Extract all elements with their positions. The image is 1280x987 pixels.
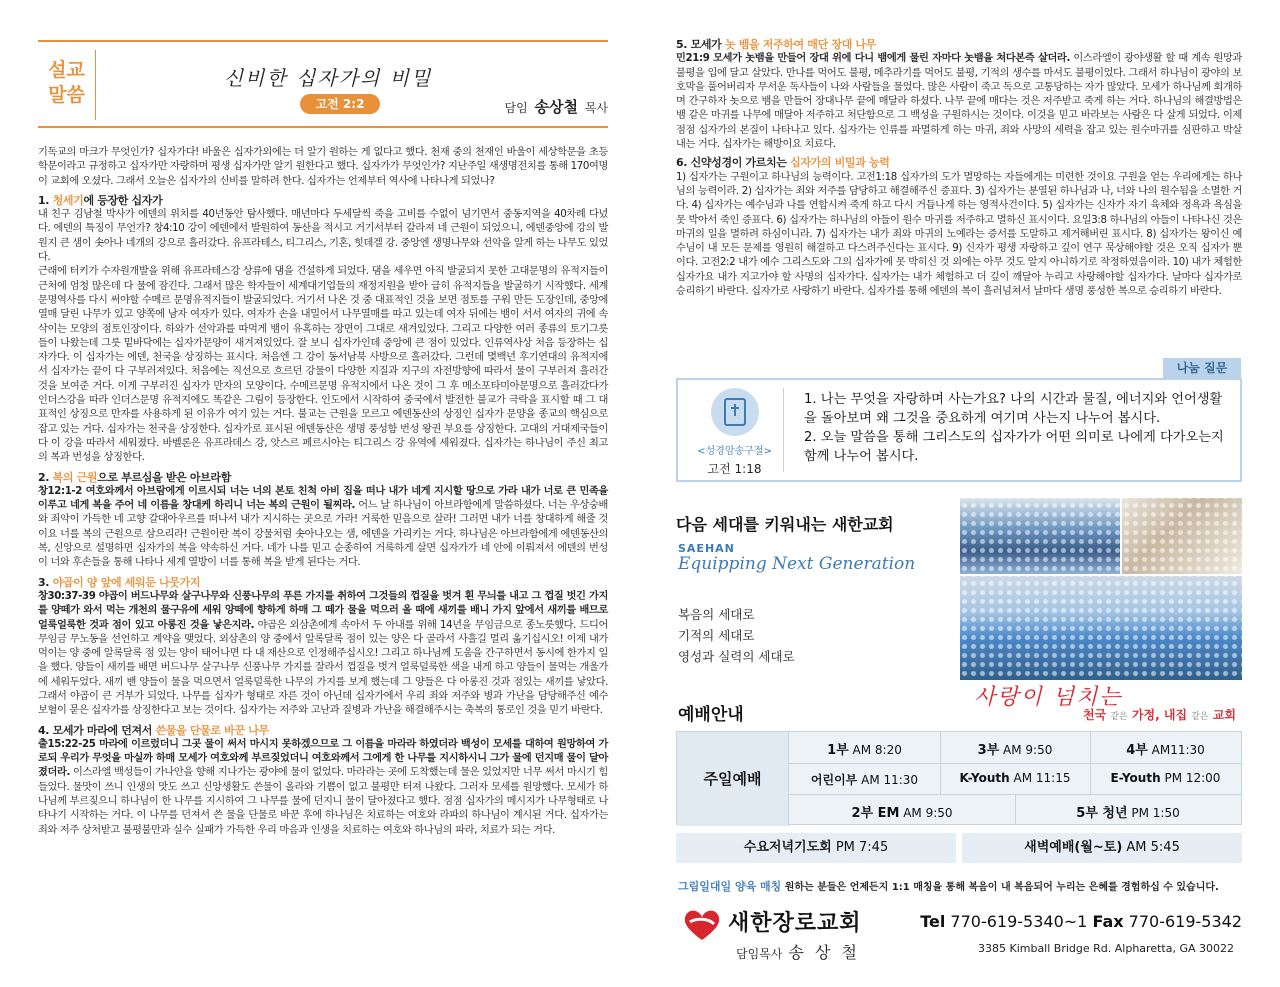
section-body-1: 내 친구 김남철 박사가 에덴의 위치를 40년동안 탐사했다. 매년마다 두세달씩 죽을 고비를 수없이 넘기면서 중동지역을 40차례 다녔다. 에덴의 특징이 무언가? 창4:10 강이 에덴에서 발원하여 동산을 적시고 거기서부터 갈라져 네 근원이 되었으니, 에덴중앙에 강의 발원지 큰 샘이 솟아나 네개의 강으로 흘러갔다. 유프라테스, 티그리스, 기혼, 힛데겔 강. 중앙엔 생명나무와 선악을 알게 하는 나무도 있었다. 근래에 터키가 수자원개발을 위해 유프라테스강 상류에 댐을 건설하게 되었다. 댐을 세우면 아직 발굴되지 못한 고대문명의 유적지들이 근처에 엄청 많은데 다 물에 잠긴다. 그래서 많은 학자들이 세계대기업들의 재정지원을 받아 급히 유적지들을 발굴하기 시작했다. 세계문명역사를 다시 써야할 수메르 문명유적지들이 발굴되었다. 거기서 나온 것 중 대표적인 것을 보면 점토를 구워 만든 도장인데, 중앙에 열매 달린 나무가 있고 양쪽에 남자 여자가 있다. 여자가 손을 내밀어서 나무열매를 따고 있는데 여자 뒤에는 뱀이 서서 여자의 귀에 속삭이는 모양의 점토인장이다. 하와가 선악과를 따먹게 뱀이 유혹하는 장면이 그대로 새겨있었다. 그리고 다양한 여러 종류의 토기그릇들이 나왔는데 그릇 밑바닥에는 십자가문양이 새겨져있었다. 잘 보니 십자가인데 중앙에 큰 점이 있었다. 인류역사상 처음 등장하는 십자가다. 이 십자가는 에덴, 천국을 상징하는 표시다. 처음엔 그 강이 동서남북 사방으로 흘러갔다. 그런데 몇백년 후기연대의 유적지에서 십자가는 끝이 다 구부러져있다. 처음에는 직선으로 흐르던 강물이 다양한 지질과 지구의 자전방향에 따라서 물이 구부러져 흘러간 것을 보여준 거다. 이게 구부러진 십자가 만자의 모양이다. 수메르문명 유적지에서 나온 것이 그 후 메소포타미아문명으로 흘러갔다가 인더스강을 따라 인더스문명 유적지에도 똑같은 그림이 등장한다. 인도에서 시작하여 중국에서 발전한 불교가 극락을 표시할 때 그 대표적인 상징으로 만자를 사용하게 된 이유가 여기 있는 거다. 불교는 근원을 모르고 에덴동산의 상징인 십자가 문양을 종교의 핵심으로 잡고 있는 거다. 십자가는 천국을 상징한다. 십자가로 표시된 에덴동산은 생명 풍성함 번성 왕권 부요를 상징한다. 고대의 거대제국들이 다 이 강을 따라서 세워졌다. 바벨론은 유프라데스 강, 앗스르 페르시아는 티그리스 강 유역에 세워졌다. 십자가는 하나님이 주신 최고의 복과 번성을 상징한다. bbox=[38, 209, 608, 464]
sermon-body bbox=[38, 146, 608, 840]
scripture-quote: 창12:1-2 여호와께서 아브람에게 이르시되 너는 너의 본토 친척 아비 집을 떠나 내가 네게 지시할 땅으로 가라 내가 너로 큰 민족을 이루고 네게 복을 주어 네 이름을 창대케 하리니 너는 복의 근원이 될찌라. bbox=[38, 485, 608, 512]
section-highlight: 놋 뱀을 저주하여 매단 장대 나무 bbox=[724, 38, 876, 51]
list-item: 영성과 실력의 세대로 bbox=[678, 649, 795, 664]
wednesday-prayer bbox=[676, 833, 956, 863]
photo-kids-class bbox=[1122, 498, 1242, 574]
photo-church-group bbox=[960, 576, 1242, 680]
section-5 bbox=[676, 38, 1242, 152]
list-item: 기적의 세대로 bbox=[678, 628, 755, 643]
divider bbox=[789, 763, 1241, 764]
section-heading-text: 모세가 bbox=[690, 38, 722, 51]
section-highlight: 쓴물을 단물로 바꾼 나무 bbox=[155, 723, 269, 737]
share-questions-box bbox=[676, 378, 1242, 482]
service-time: AM 9:50 bbox=[1003, 743, 1053, 757]
section-body-2 bbox=[38, 485, 608, 571]
sermon-title: 신비한 십자가의 비밀 bbox=[223, 66, 433, 90]
section-heading-4 bbox=[38, 724, 608, 738]
senior-pastor bbox=[736, 940, 860, 963]
service-name: 수요저녁기도회 bbox=[743, 840, 832, 855]
pastor-role: 담임 bbox=[504, 101, 528, 115]
service-1 bbox=[789, 739, 940, 758]
memory-verse-reference: 고전 1:18 bbox=[707, 462, 762, 476]
tag-word: 가정, 내집 bbox=[1131, 708, 1188, 722]
header-rule-bottom bbox=[38, 126, 608, 128]
section-text: 이스라엘이 광야생활 할 때 계속 원망과 불평을 입에 달고 살았다. 만나를 먹어도 불평, 메추라기를 먹어도 불평, 기적의 생수를 마셔도 불평이었다. 그래서 하나님이 광야의 보호막을 풀어버리자 무서운 독사들이 나와 사람들을 물었다. 많은 사람이 죽고 독으로 고통당하는 자가 많았다. 모세가 하나님께 회개하며 간구하자 놋으로 뱀을 만들어 장대나무 끝에 매달라 하셨다. 나무 끝에 매다는 것은 저주받고 죽게 하는 거다. 하나님의 해결방법은 뱀 같은 마귀를 나무에 매달아 저주하고 처단함으로 그 백성을 구원하시는 것이다. 이것을 믿고 바라보는 사람은 다 살게 되었다. 이제 점점 십자가의 본질이 나타나고 있다. 십자가는 인류를 파멸하게 하는 마귀, 죄와 사망의 세력을 잡고 있는 원수마귀를 심판하고 박살내는 거다. 십자가는 해방이요 치료다. bbox=[676, 53, 1242, 151]
sermon-tag-line1: 설교 bbox=[48, 59, 85, 81]
tel-number: 770-619-5340~1 bbox=[950, 912, 1088, 931]
section-number: 5. bbox=[676, 38, 688, 51]
section-heading-6 bbox=[676, 156, 1242, 170]
section-number: 2. bbox=[38, 470, 50, 484]
dawn-service bbox=[962, 833, 1242, 863]
pastor-byline bbox=[504, 96, 608, 117]
service-kids bbox=[789, 771, 940, 788]
section-highlight: 야곱이 양 앞에 세워둔 나뭇가지 bbox=[52, 575, 201, 589]
fax-number: 770-619-5342 bbox=[1128, 912, 1242, 931]
service-time: AM11:30 bbox=[1151, 743, 1205, 757]
section-heading-text: 에 등장한 십자가 bbox=[83, 193, 163, 207]
fax-label: Fax bbox=[1092, 912, 1124, 931]
mentoring-text: 원하는 분들은 언제든지 1:1 매칭을 통해 복음이 내 복음되어 누리는 은혜를 경험하십 수 있습니다. bbox=[781, 882, 1219, 893]
service-time: AM 9:50 bbox=[903, 806, 953, 820]
service-name: 5부 청년 bbox=[1076, 806, 1128, 821]
scripture-badge: 고전 2:2 bbox=[300, 94, 380, 114]
sermon-tag-line2: 말씀 bbox=[48, 84, 85, 106]
service-name: 어린이부 bbox=[810, 773, 858, 787]
mentoring-highlight: 그림일대일 양육 매칭 bbox=[678, 880, 782, 893]
question-2: 2. 오늘 말씀을 통해 그리스도의 십자가가 어떤 의미로 나에게 다가오는지 함께 나누어 봅시다. bbox=[804, 430, 1224, 464]
memory-verse-label: <성경암송구절> bbox=[697, 446, 772, 457]
section-text: 야곱은 외삼촌에게 속아서 두 아내를 위해 14년을 무임금으로 종노릇했다. 드디어 무임금 무노동을 선언하고 계약을 맺었다. 외삼촌의 양 중에서 알록달록 점이 있는 양은 다 골라서 사흘길 멀리 옮기십시오! 이제 내가 먹이는 양 중에 알록달록 점 있는 양이 태어나면 다 내 재산으로 인정해주십시오! 그리고 하나님께 도움을 간구하면서 동시에 한가지 일을 했다. 양들이 새끼를 배면 버드나무 살구나무 신풍나무 가지를 잘라서 껍질을 벗겨 얼룩덜룩한 색을 내게 하고 양들이 물먹는 개울가에 세워두었다. 새끼 밴 양들이 물을 먹으면서 얼룩덜룩한 나무의 가지를 보게 했는데 그 양들은 다 아롱진 것과 점있는 새끼를 낳았다. 그래서 야곱이 큰 거부가 되었다. 나무를 십자가 형태로 자른 것이 아닌데 십자가에서 우리 죄와 저주와 병과 가난을 담당해주신 예수 보혈이 묻은 십자가를 상징한다고 보는 것이다. 십자가는 저주와 고난과 질병과 가난을 해결해주시는 축복의 통로인 것을 믿기 바란다. bbox=[38, 619, 608, 717]
section-heading-text: 으로 부르심을 받은 아브라함 bbox=[97, 470, 231, 484]
service-time: AM 11:30 bbox=[861, 773, 919, 787]
section-number: 6. bbox=[676, 156, 688, 170]
service-k-youth bbox=[940, 771, 1090, 785]
section-heading-text: 모세가 마라에 던져서 bbox=[52, 723, 156, 737]
service-2-em bbox=[789, 802, 1015, 821]
section-body-4 bbox=[38, 738, 608, 838]
section-number: 4. bbox=[38, 723, 50, 737]
love-slogan bbox=[974, 680, 1242, 726]
worship-schedule-table bbox=[676, 731, 1242, 825]
photo-youth-group bbox=[960, 498, 1120, 574]
section-heading-5 bbox=[676, 38, 1242, 52]
love-tagline bbox=[1083, 706, 1236, 723]
section-highlight: 복의 근원 bbox=[52, 470, 98, 484]
service-name: 3부 bbox=[977, 743, 1000, 758]
church-address: 3385 Kimball Bridge Rd. Alpharetta, GA 30022 bbox=[977, 942, 1234, 955]
contact-numbers bbox=[920, 912, 1242, 931]
church-name: 새한장로교회 bbox=[728, 911, 862, 936]
section-6 bbox=[676, 156, 1242, 299]
service-name: 새벽예배(월~토) bbox=[1024, 840, 1123, 855]
section-number: 1. bbox=[38, 193, 50, 207]
tag-word: 교회 bbox=[1212, 708, 1236, 722]
section-heading-2 bbox=[38, 471, 608, 485]
section-heading-text: 신약성경이 가르치는 bbox=[690, 156, 787, 170]
section-text: 어느 날 하나님이 아브라함에게 말씀하셨다. 너는 우상숭배와 죄악이 가득한 네 고향 갈대아우르를 떠나서 내가 지시하는 곳으로 가라! 거룩한 믿음으로 살라! 그러면 내가 너를 창대하게 해줄 것이요 너를 복의 근원으로 삼으리라! 근원이란 복이 강물처럼 솟아나오는 샘, 에덴을 가리키는 거다. 하나님은 아브라함에게 에덴동산의 복, 신앙으로 설명하면 십자가의 복을 약속하신 거다. 네가 나를 믿고 순종하여 거룩하게 살면 십자가가 네 안에 이뤄져서 에덴의 번성이 너와 후손들을 통해 나타나 세계 열방이 너를 통해 복을 받게 된다는 거다. bbox=[38, 500, 608, 569]
sermon-intro: 기독교의 마크가 무엇인가? 십자가다! 바울은 십자가외에는 더 알기 원하는 게 없다고 했다. 천재 중의 천재인 바울이 세상학문을 초등학문이라고 규정하고 십자가만 자랑하며 평생 십자가만 알기 원한다고 했다. 십자가가 무엇인가? 지난주일 새생명전치를 통해 170여명이 교회에 오셨다. 그래서 오늘은 십자가의 신비를 말하려 한다. 십자가는 언제부터 역사에 나타나게 되었나? bbox=[38, 147, 608, 187]
scripture-quote: 민21:9 모세가 놋뱀을 만들어 장대 위에 다니 뱀에게 물린 자마다 놋뱀을 쳐다본즉 살더라. bbox=[676, 53, 1071, 65]
header-rule-top bbox=[38, 40, 608, 42]
senior-role: 담임목사 bbox=[736, 947, 783, 961]
service-name: 4부 bbox=[1126, 743, 1148, 758]
brand-label: SAEHAN bbox=[678, 542, 735, 555]
scripture-quote: 출15:22-25 마라에 이르렀더니 그곳 물이 써서 마시지 못하겠으므로 그 이름을 마라라 하였더라 백성이 모세를 대하여 원망하여 가로되 우리가 무엇을 마실까 하매 모세가 여호와께 부르짖었더니 여호와께서 그에게 한 나무를 지시하시니 그가 물에 던지매 물이 달아졌더라. bbox=[38, 738, 608, 779]
share-questions bbox=[804, 390, 1224, 466]
service-3 bbox=[940, 739, 1090, 758]
service-time: PM 1:50 bbox=[1131, 806, 1180, 820]
tag-word: 천국 bbox=[1082, 708, 1107, 722]
mentoring-notice bbox=[678, 878, 1240, 894]
section-highlight: 십자가의 비밀과 능력 bbox=[790, 156, 890, 170]
service-time: AM 5:45 bbox=[1126, 840, 1180, 855]
next-generation-title: 다음 세대를 키워내는 새한교회 bbox=[676, 515, 894, 534]
love-script: 사랑이 넘치는 bbox=[974, 685, 1123, 710]
section-heading-3 bbox=[38, 576, 608, 590]
sermon-tag bbox=[38, 50, 96, 120]
service-time: AM 8:20 bbox=[852, 743, 902, 757]
tel-label: Tel bbox=[920, 912, 946, 931]
service-name: K-Youth bbox=[959, 771, 1010, 785]
church-footer bbox=[676, 900, 1242, 970]
service-time: AM 11:15 bbox=[1013, 771, 1071, 785]
share-questions-tab: 나눔 질문 bbox=[1163, 358, 1241, 378]
weekday-services bbox=[676, 833, 1242, 863]
next-generation-subtitle: Equipping Next Generation bbox=[678, 554, 916, 574]
tag-small: 같은 bbox=[1110, 712, 1128, 722]
service-5-young-adult bbox=[1015, 802, 1241, 821]
worship-schedule-title: 예배안내 bbox=[678, 705, 744, 725]
senior-name: 송 상 철 bbox=[788, 943, 860, 962]
service-4 bbox=[1090, 739, 1241, 758]
question-1: 1. 나는 무엇을 자랑하며 사는가요? 나의 시간과 물질, 에너지와 언어생활을 돌아보며 왜 그것을 중요하게 여기며 사는지 나누어 봅시다. bbox=[804, 392, 1223, 426]
service-name: 1부 bbox=[827, 743, 849, 758]
service-time: PM 7:45 bbox=[835, 840, 889, 855]
section-body-6: 1) 십자가는 구원이고 하나님의 능력이다. 고전1:18 십자가의 도가 멸망하는 자들에게는 미련한 것이요 구원을 얻는 우리에게는 하나님의 능력이라. 2) 십자가는 죄와 저주를 담당하고 해결해주신 증표다. 3) 십자가는 분열된 하나님과 나, 너와 나의 원수됨을 소멸한 거다. 4) 십자가는 예수님과 나를 연합시켜 죽게 하고 다시 거듭나게 하는 영적사건이다. 5) 십자가는 신자가 자기 육체와 정욕과 욕심을 못 박아서 죽인 증표다. 6) 십자가는 하나님의 아들이 원수 마귀를 저주하고 멸하신 표시이다. 요일3:8 하나님의 아들이 나타나신 것은 마귀의 일을 멸하려 하심이니라. 7) 십자가는 내가 죄와 마귀의 노예라는 증서를 도말하고 제거해버린 표시다. 8) 십자가는 왕이신 예수님이 내 모든 문제를 영원히 해결하고 다스려주신다는 표시다. 9) 신자가 평생 자랑하고 깊이 연구 묵상해야할 것은 오직 십자가 뿐이다. 고전2:2 내가 예수 그리스도와 그의 십자가에 못 박히신 것 외에는 아무 것도 알지 아니하기로 작정하였음이라. 10) 내가 체험한 십자가요 내가 지고가야 할 사명의 십자가다. 십자가는 내가 체험하고 더 깊이 깨달아 누리고 사랑해야할 십자가다. 날마다 십자가로 승리하기 바란다. 십자가로 사랑하기 바란다. 십자가를 통해 에덴의 복이 흘러넘쳐서 날마다 생명 풍성한 복으로 승리하기 바란다. bbox=[676, 171, 1242, 298]
bible-icon bbox=[711, 388, 759, 436]
service-name: 2부 EM bbox=[851, 806, 900, 821]
section-body-5 bbox=[676, 52, 1242, 152]
next-generation-list bbox=[678, 604, 795, 667]
section-text: 이스라엘 백성들이 가나안을 향해 지나가는 광야에 물이 없었다. 마라라는 곳에 도착했는데 물은 있었지만 너무 써서 마시기 힘들었다. 물맛이 쓰니 인생의 맛도 쓰고 신앙생활도 쓴물이 올라와 기쁨이 없고 불평만 터져 나왔다. 그러자 모세를 원망했다. 모세가 하나님께 부르짖으니 하나님이 한 나무를 지시하여 그 나무를 물에 던지니 물이 달아졌다고 했다. 점점 십자가의 메시지가 나무형태로 나타나기 시작하는 거다. 이 나무를 던져서 쓴 물을 단물로 바꾼 후에 하나님은 치료하는 여호와 라파의 하나님이 계시된 거다. 십자가는 죄와 저주 상처받고 불평불만과 실수 실패가 가득한 우리 마음과 인생을 치료하는 여호와 하나님의 파라, 치료가 되는 거다. bbox=[38, 767, 608, 836]
section-body-3 bbox=[38, 590, 608, 719]
memory-verse bbox=[686, 388, 784, 476]
section-highlight: 청세기 bbox=[52, 193, 84, 207]
section-heading-1 bbox=[38, 194, 608, 208]
section-number: 3. bbox=[38, 575, 50, 589]
church-logo-icon bbox=[682, 908, 722, 942]
tag-small: 같은 bbox=[1191, 712, 1209, 722]
sermon-continued-column bbox=[676, 38, 1242, 303]
service-name: E-Youth bbox=[1110, 771, 1161, 785]
next-generation-block bbox=[676, 498, 1242, 726]
scripture-quote: 창30:37-39 야곱이 버드나무와 살구나무와 신풍나무의 푸른 가지를 취하여 그것들의 껍질을 벗겨 흰 무늬를 내고 그 껍질 벗긴 가지를 양떼가 와서 먹는 개천의 물구유에 세워 양떼에 향하게 하매 그 떼가 물을 먹으러 올 때에 새끼를 배니 가지 앞에서 새끼를 배므로 얼룩얼룩한 것과 점이 있고 아롱진 것을 낳은지라. bbox=[38, 590, 608, 631]
list-item: 복음의 세대로 bbox=[678, 607, 755, 622]
service-time: PM 12:00 bbox=[1164, 771, 1221, 785]
pastor-title: 목사 bbox=[584, 101, 608, 115]
service-e-youth bbox=[1090, 771, 1241, 785]
sunday-worship-label: 주일예배 bbox=[677, 732, 789, 826]
pastor-name: 송상철 bbox=[534, 98, 578, 116]
